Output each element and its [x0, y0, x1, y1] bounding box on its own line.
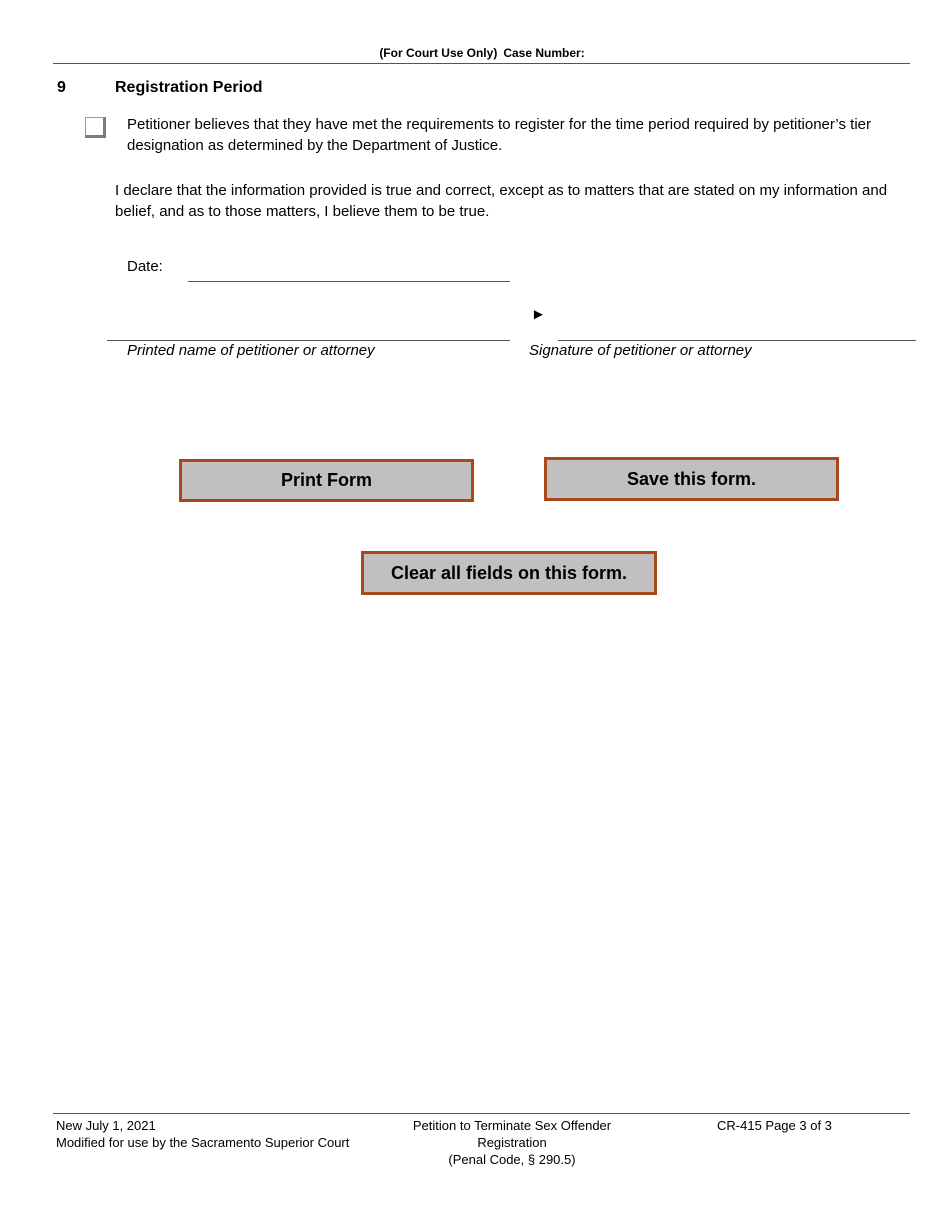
- printed-name-field[interactable]: [107, 314, 510, 341]
- save-form-button[interactable]: Save this form.: [544, 457, 839, 501]
- section-number: 9: [57, 79, 66, 96]
- declaration-text: I declare that the information provided is true and correct, except as to matters that are stated on my information and belief, and as to those matters, I believe them to be true.: [115, 182, 888, 220]
- footer-left: [56, 1117, 349, 1151]
- signature-caption: Signature of petitioner or attorney: [529, 342, 752, 359]
- footer-form-title: Petition to Terminate Sex Offender Registration: [412, 1118, 612, 1150]
- section-title: Registration Period: [115, 79, 263, 96]
- page-header: [0, 46, 950, 60]
- footer-date: New July 1, 2021: [56, 1118, 156, 1133]
- printed-name-caption: Printed name of petitioner or attorney: [127, 342, 375, 359]
- signature-field[interactable]: [558, 314, 916, 341]
- footer-divider: [53, 1113, 910, 1114]
- date-label: Date:: [127, 258, 163, 275]
- clear-fields-button[interactable]: Clear all fields on this form.: [361, 551, 657, 595]
- registration-period-checkbox[interactable]: [85, 117, 106, 138]
- case-number-label: Case Number:: [503, 46, 585, 60]
- print-form-button[interactable]: Print Form: [179, 459, 474, 502]
- footer-court: Modified for use by the Sacramento Superior Court: [56, 1135, 350, 1150]
- footer-penal-code: (Penal Code, § 290.5): [448, 1152, 576, 1167]
- checkbox-statement: Petitioner believes that they have met the requirements to register for the time period required by petitioner’s tier designation as determined by the Department of Justice.: [127, 116, 872, 154]
- date-field[interactable]: [188, 258, 510, 282]
- court-use-label: (For Court Use Only): [379, 46, 498, 60]
- footer-page-number: CR-415 Page 3 of 3: [717, 1118, 832, 1133]
- header-divider: [53, 63, 910, 64]
- signature-arrow-icon: ►: [531, 306, 546, 323]
- footer-title: [377, 1117, 647, 1168]
